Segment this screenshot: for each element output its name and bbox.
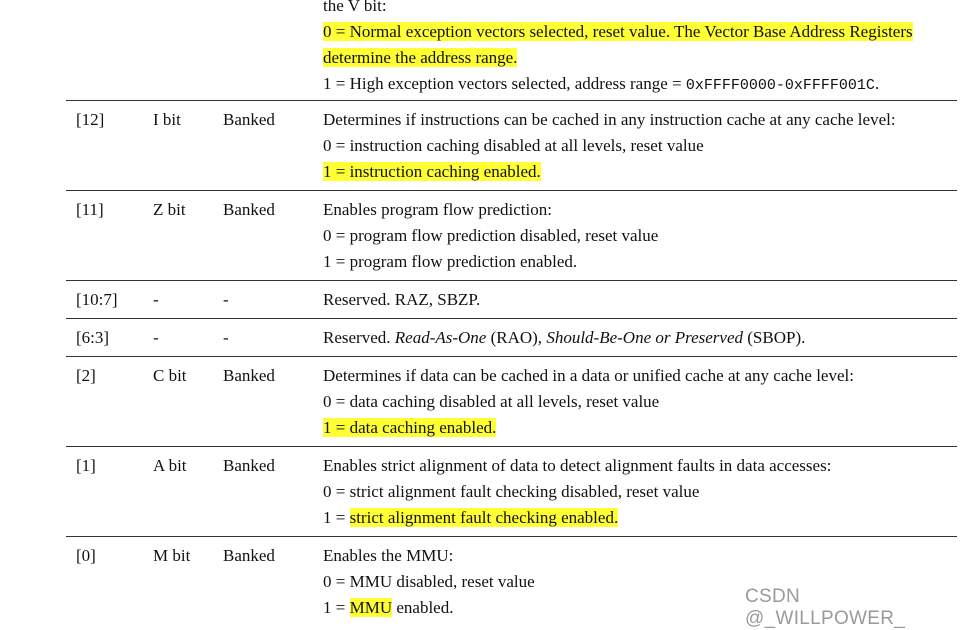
v-bit-heading: the V bit: — [323, 0, 387, 15]
bit-description: Determines if instructions can be cached in any instruction cache at any cache level: 0 = instruction caching disabled at all levels, reset value 1 = instruction caching enabled. — [323, 110, 896, 181]
csdn-watermark: CSDN @_WILLPOWER_ — [745, 586, 906, 629]
v-bit-option-0b: determine the address range. — [323, 48, 518, 67]
bit-range: [12] — [76, 110, 105, 129]
bit-description: Determines if data can be cached in a data or unified cache at any cache level: 0 = data caching disabled at all levels, reset value 1 = data caching enabled. — [323, 366, 854, 437]
bit-type: - — [223, 290, 229, 309]
bit-name: A bit — [153, 456, 187, 475]
bit-name: - — [153, 328, 159, 347]
table-row-i-bit — [66, 101, 957, 191]
bit-range: [0] — [76, 546, 96, 565]
v-bit-option-0a: 0 = Normal exception vectors selected, reset value. The Vector Base Address Registers — [323, 22, 913, 41]
table-row-v-bit — [66, 0, 957, 101]
bit-type: - — [223, 328, 229, 347]
bit-description: Enables program flow prediction: 0 = program flow prediction disabled, reset value 1 = program flow prediction enabled. — [323, 200, 659, 271]
bit-name: Z bit — [153, 200, 186, 219]
table-row-a-bit — [66, 447, 957, 537]
v-bit-description — [323, 0, 913, 97]
bit-name: - — [153, 290, 159, 309]
table-row-reserved-10-7 — [66, 281, 957, 319]
bit-range: [11] — [76, 200, 104, 219]
bit-description: Reserved. Read-As-One (RAO), Should-Be-One or Preserved (SBOP). — [323, 328, 806, 347]
bit-type: Banked — [223, 200, 275, 219]
bit-description: Reserved. RAZ, SBZP. — [323, 290, 481, 309]
table-row-z-bit — [66, 191, 957, 281]
address-range-code: 0xFFFF0000-0xFFFF001C — [685, 77, 875, 94]
bit-type: Banked — [223, 110, 275, 129]
bit-type: Banked — [223, 456, 275, 475]
table-row-c-bit — [66, 357, 957, 447]
bit-description: Enables strict alignment of data to detect alignment faults in data accesses: 0 = strict alignment fault checking disabled, reset value 1 = strict alignment fault checking enabled. — [323, 456, 832, 527]
register-bit-table — [66, 0, 957, 619]
bit-type: Banked — [223, 366, 275, 385]
bit-name: M bit — [153, 546, 191, 565]
table-row-reserved-6-3 — [66, 319, 957, 357]
bit-name: C bit — [153, 366, 187, 385]
bit-range: [6:3] — [76, 328, 110, 347]
bit-range: [2] — [76, 366, 96, 385]
bit-name: I bit — [153, 110, 181, 129]
bit-range: [10:7] — [76, 290, 118, 309]
bit-range: [1] — [76, 456, 96, 475]
v-bit-option-1: 1 = High exception vectors selected, address range = 0xFFFF0000-0xFFFF001C. — [323, 74, 880, 94]
bit-type: Banked — [223, 546, 275, 565]
bit-description: Enables the MMU: 0 = MMU disabled, reset value 1 = MMU enabled. — [323, 546, 535, 617]
